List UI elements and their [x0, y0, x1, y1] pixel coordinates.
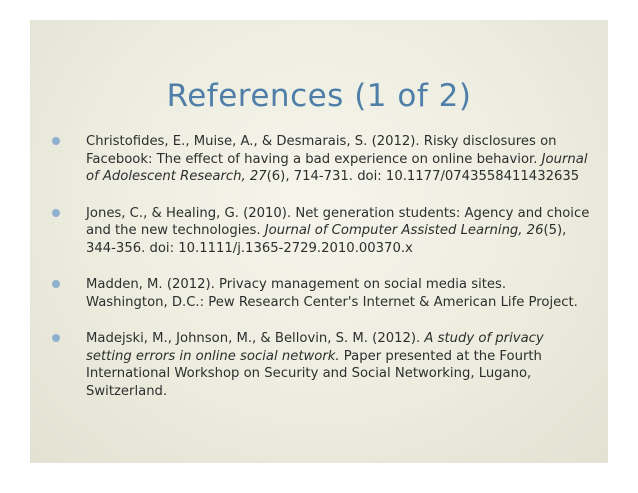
- reference-text: Madden, M. (2012). Privacy management on social media sites. Washington, D.C.: Pew Research Center's Internet & American Life Project.: [86, 277, 578, 310]
- reference-item: [52, 205, 590, 258]
- reference-text: Paper presented at the Fourth International Workshop on Security and Social Networking, Lugano, Switzerland.: [86, 348, 542, 399]
- reference-list: [52, 133, 590, 400]
- reference-item: [52, 330, 590, 400]
- bullet-icon: [52, 137, 60, 145]
- reference-title: A study of privacy setting errors in online social network.: [86, 331, 544, 364]
- bullet-icon: [52, 334, 60, 342]
- slide: [30, 20, 608, 463]
- reference-text: (6), 714-731. doi: 10.1177/0743558411432635: [266, 169, 580, 184]
- reference-journal: Journal of Computer Assisted Learning, 26: [264, 223, 544, 238]
- reference-text: Christofides, E., Muise, A., & Desmarais, S. (2012). Risky disclosures on Facebook: The effect of having a bad experience on online behavior.: [86, 134, 557, 167]
- reference-item: [52, 276, 590, 311]
- slide-title: References (1 of 2): [166, 78, 472, 114]
- reference-journal: Journal of Adolescent Research, 27: [86, 151, 588, 184]
- bullet-icon: [52, 209, 60, 217]
- bullet-icon: [52, 280, 60, 288]
- reference-text: (5), 344-356. doi: 10.1111/j.1365-2729.2010.00370.x: [86, 223, 567, 256]
- reference-item: [52, 133, 590, 186]
- reference-text: Jones, C., & Healing, G. (2010). Net generation students: Agency and choice and the new technologies.: [86, 205, 590, 238]
- reference-text: Madejski, M., Johnson, M., & Bellovin, S. M. (2012).: [86, 331, 425, 346]
